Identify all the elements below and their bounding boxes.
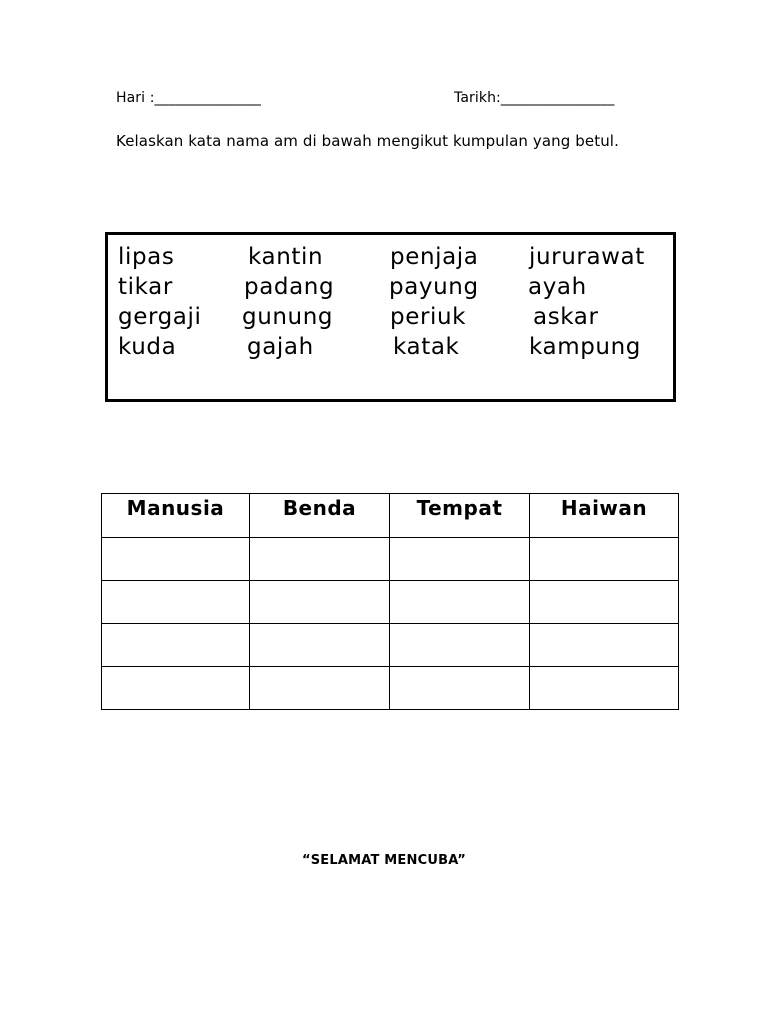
word-tikar: tikar	[118, 274, 173, 300]
answer-cell[interactable]	[530, 624, 679, 667]
answer-cell[interactable]	[390, 538, 530, 581]
answer-cell[interactable]	[102, 624, 250, 667]
answer-cell[interactable]	[102, 667, 250, 710]
answer-cell[interactable]	[390, 667, 530, 710]
header-haiwan: Haiwan	[530, 494, 679, 538]
word-gunung: gunung	[242, 304, 334, 330]
word-payung: payung	[389, 274, 479, 300]
header-benda: Benda	[250, 494, 390, 538]
word-penjaja: penjaja	[390, 244, 479, 270]
word-gergaji: gergaji	[118, 304, 202, 330]
answer-cell[interactable]	[250, 581, 390, 624]
table-row	[102, 667, 679, 710]
answer-cell[interactable]	[530, 538, 679, 581]
word-jururawat: jururawat	[529, 244, 645, 270]
hari-field-label: Hari :_______________	[116, 90, 262, 106]
word-gajah: gajah	[247, 334, 314, 360]
instruction-text: Kelaskan kata nama am di bawah mengikut kumpulan yang betul.	[116, 132, 619, 150]
table-row	[102, 624, 679, 667]
word-katak: katak	[393, 334, 460, 360]
word-periuk: periuk	[390, 304, 467, 330]
answer-cell[interactable]	[250, 538, 390, 581]
answer-cell[interactable]	[102, 581, 250, 624]
word-kantin: kantin	[248, 244, 324, 270]
closing-message: “SELAMAT MENCUBA”	[301, 853, 467, 868]
table-header-row	[102, 494, 679, 538]
answer-cell[interactable]	[250, 667, 390, 710]
word-kampung: kampung	[529, 334, 641, 360]
answer-cell[interactable]	[102, 538, 250, 581]
word-kuda: kuda	[118, 334, 177, 360]
header-tempat: Tempat	[390, 494, 530, 538]
answer-cell[interactable]	[250, 624, 390, 667]
word-bank-box	[105, 232, 676, 402]
answer-cell[interactable]	[530, 667, 679, 710]
answer-cell[interactable]	[390, 581, 530, 624]
word-lipas: lipas	[118, 244, 175, 270]
answer-cell[interactable]	[530, 581, 679, 624]
word-askar: askar	[533, 304, 599, 330]
word-ayah: ayah	[528, 274, 587, 300]
header-manusia: Manusia	[102, 494, 250, 538]
tarikh-field-label: Tarikh:________________	[454, 90, 615, 106]
table-row	[102, 581, 679, 624]
table-row	[102, 538, 679, 581]
answer-cell[interactable]	[390, 624, 530, 667]
word-padang: padang	[244, 274, 335, 300]
classification-table	[101, 493, 679, 710]
